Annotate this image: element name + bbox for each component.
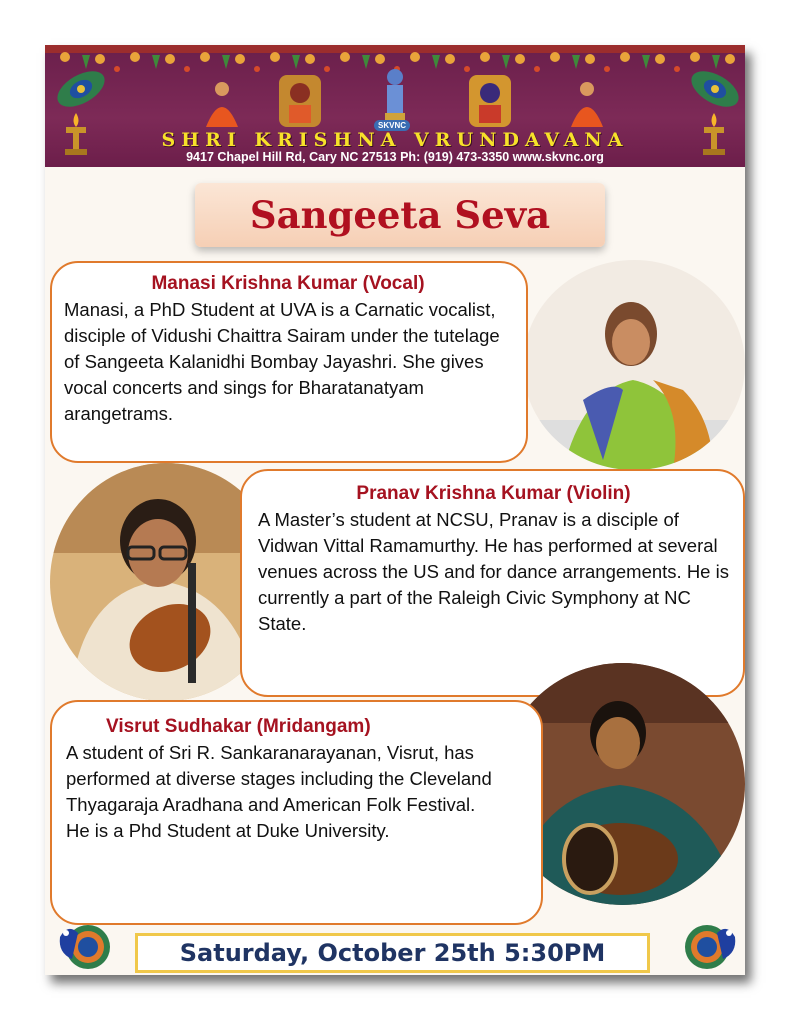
peacock-feather-icon [685, 59, 745, 119]
violinist-card [240, 469, 745, 697]
vocalist-portrait-image [523, 260, 745, 470]
temple-name: SHRI KRISHNA VRUNDAVANA [161, 129, 629, 151]
flyer-page [45, 45, 745, 975]
mridangist-card [50, 700, 543, 925]
saint-figure-icon [200, 77, 244, 129]
mridangist-bio: A student of Sri R. Sankaranarayanan, Visrut, has performed at diverse stages including the Cleveland Thyagaraja Aradhana and American Folk Festival. He is a Phd Student at Duke University. [66, 742, 492, 841]
event-date-box [135, 933, 650, 973]
vocalist-photo [523, 260, 745, 470]
title-box [195, 183, 605, 247]
deity-idol-icon [465, 71, 515, 129]
temple-address: 9417 Chapel Hill Rd, Cary NC 27513 Ph: (919) 473-3350 www.skvnc.org [186, 150, 604, 164]
mridangist-name: Visrut Sudhakar (Mridangam) [106, 716, 371, 737]
temple-banner [45, 45, 745, 167]
vocalist-card [50, 261, 528, 463]
violinist-bio: A Master’s student at NCSU, Pranav is a disciple of Vidwan Vittal Ramamurthy. He has performed at several venues across the US and for dance arrangements. He is currently a part of the Raleigh Civic Symphony at NC State. [258, 509, 729, 634]
page-title: Sangeeta Seva [249, 193, 551, 237]
krishna-idol-icon [375, 65, 415, 125]
skvnc-logo: SKVNC [374, 120, 410, 131]
vocalist-bio: Manasi, a PhD Student at UVA is a Carnatic vocalist, disciple of Vidushi Chaittra Sairam under the tutelage of Sangeeta Kalanidhi Bombay Jayashri. She gives vocal concerts and sings for Bharatanatyam arangetrams. [64, 299, 500, 424]
deity-idol-icon [275, 71, 325, 129]
peacock-icon [50, 917, 122, 973]
saint-figure-icon [565, 77, 609, 129]
vocalist-name: Manasi Krishna Kumar (Vocal) [151, 273, 425, 294]
violinist-name: Pranav Krishna Kumar (Violin) [356, 483, 631, 504]
peacock-feather-icon [51, 59, 111, 119]
peacock-icon [673, 917, 745, 973]
event-date: Saturday, October 25th 5:30PM [179, 939, 606, 967]
